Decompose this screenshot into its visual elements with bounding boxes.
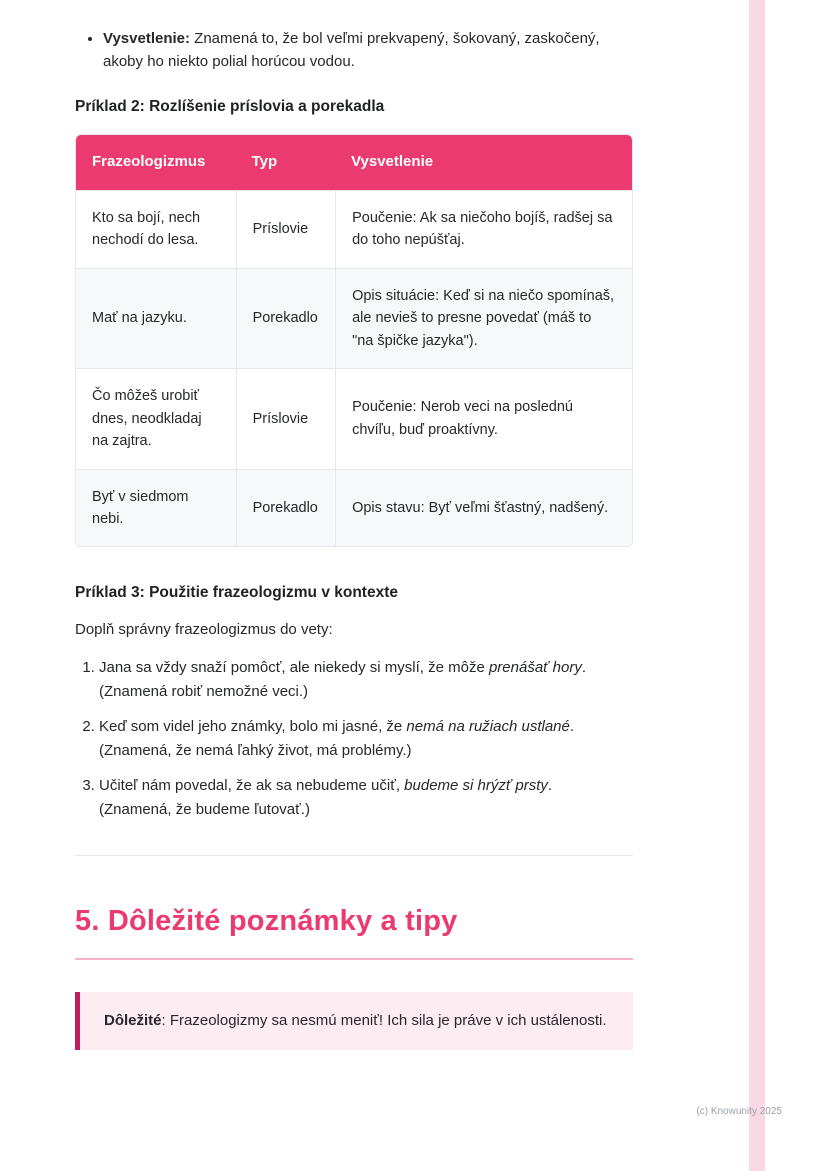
callout-text: : Frazeologizmy sa nesmú meniť! Ich sila je práve v ich ustálenosti. bbox=[161, 1011, 607, 1029]
fill-in-item bbox=[99, 716, 633, 762]
table-row bbox=[76, 368, 632, 468]
meaning-note: (Znamená robiť nemožné veci.) bbox=[99, 682, 309, 700]
cell-typ: Príslovie bbox=[236, 368, 336, 468]
explanation-term: Vysvetlenie: bbox=[103, 30, 190, 47]
explanation-text: Znamená to, že bol veľmi prekvapený, šokovaný, zaskočený, akoby ho niekto polial horúcou vodou. bbox=[103, 30, 600, 70]
cell-frazeologizmus: Byť v siedmom nebi. bbox=[76, 469, 236, 547]
sentence-suffix: . bbox=[569, 718, 575, 736]
cell-typ: Porekadlo bbox=[236, 469, 336, 547]
sentence-suffix: . bbox=[581, 659, 587, 677]
page-edge-stripe bbox=[749, 0, 765, 1171]
table-row bbox=[76, 190, 632, 268]
column-header-vysvetlenie: Vysvetlenie bbox=[335, 135, 632, 190]
document-content bbox=[75, 28, 633, 1050]
fill-in-item bbox=[99, 657, 633, 703]
important-callout bbox=[75, 992, 633, 1050]
example3-intro: Doplň správny frazeologizmus do vety: bbox=[75, 620, 333, 638]
phrase-italic: prenášať hory bbox=[488, 659, 582, 677]
explanation-bullet-list bbox=[75, 28, 633, 73]
cell-vysvetlenie: Poučenie: Nerob veci na poslednú chvíľu, buď proaktívny. bbox=[335, 368, 632, 468]
fill-in-item bbox=[99, 775, 633, 821]
example2-heading: Príklad 2: Rozlíšenie príslovia a porekadla bbox=[75, 98, 385, 115]
copyright-footer: (c) Knowunity 2025 bbox=[696, 1106, 782, 1117]
phrase-italic: budeme si hrýzť prsty bbox=[404, 777, 548, 795]
cell-typ: Porekadlo bbox=[236, 268, 336, 368]
sentence-prefix: Jana sa vždy snaží pomôcť, ale niekedy si myslí, že môže bbox=[99, 659, 489, 677]
section-divider bbox=[75, 855, 633, 856]
cell-frazeologizmus: Mať na jazyku. bbox=[76, 268, 236, 368]
table-header-row bbox=[76, 135, 632, 190]
phrase-italic: nemá na ružiach ustlané bbox=[406, 718, 570, 736]
section5-heading: 5. Dôležité poznámky a tipy bbox=[75, 900, 633, 960]
explanation-bullet-item bbox=[103, 28, 633, 73]
meaning-note: (Znamená, že budeme ľutovať.) bbox=[99, 800, 310, 818]
column-header-frazeologizmus: Frazeologizmus bbox=[76, 135, 236, 190]
fill-in-list bbox=[75, 657, 633, 821]
phraseology-table bbox=[75, 134, 633, 547]
cell-frazeologizmus: Čo môžeš urobiť dnes, neodkladaj na zajtra. bbox=[76, 368, 236, 468]
cell-vysvetlenie: Poučenie: Ak sa niečoho bojíš, radšej sa do toho nepúšťaj. bbox=[335, 190, 632, 268]
example3-heading: Príklad 3: Použitie frazeologizmu v kontexte bbox=[75, 584, 398, 602]
cell-frazeologizmus: Kto sa bojí, nech nechodí do lesa. bbox=[76, 190, 236, 268]
table-row bbox=[76, 268, 632, 368]
table-row bbox=[76, 469, 632, 547]
cell-typ: Príslovie bbox=[236, 190, 336, 268]
sentence-suffix: . bbox=[547, 777, 553, 795]
sentence-prefix: Keď som videl jeho známky, bolo mi jasné, že bbox=[99, 718, 407, 736]
cell-vysvetlenie: Opis stavu: Byť veľmi šťastný, nadšený. bbox=[335, 469, 632, 547]
sentence-prefix: Učiteľ nám povedal, že ak sa nebudeme učiť, bbox=[99, 777, 405, 795]
meaning-note: (Znamená, že nemá ľahký život, má problémy.) bbox=[99, 741, 412, 759]
column-header-typ: Typ bbox=[236, 135, 336, 190]
cell-vysvetlenie: Opis situácie: Keď si na niečo spomínaš, ale nevieš to presne povedať (máš to "na špičke jazyka"). bbox=[335, 268, 632, 368]
callout-term: Dôležité bbox=[104, 1011, 162, 1029]
